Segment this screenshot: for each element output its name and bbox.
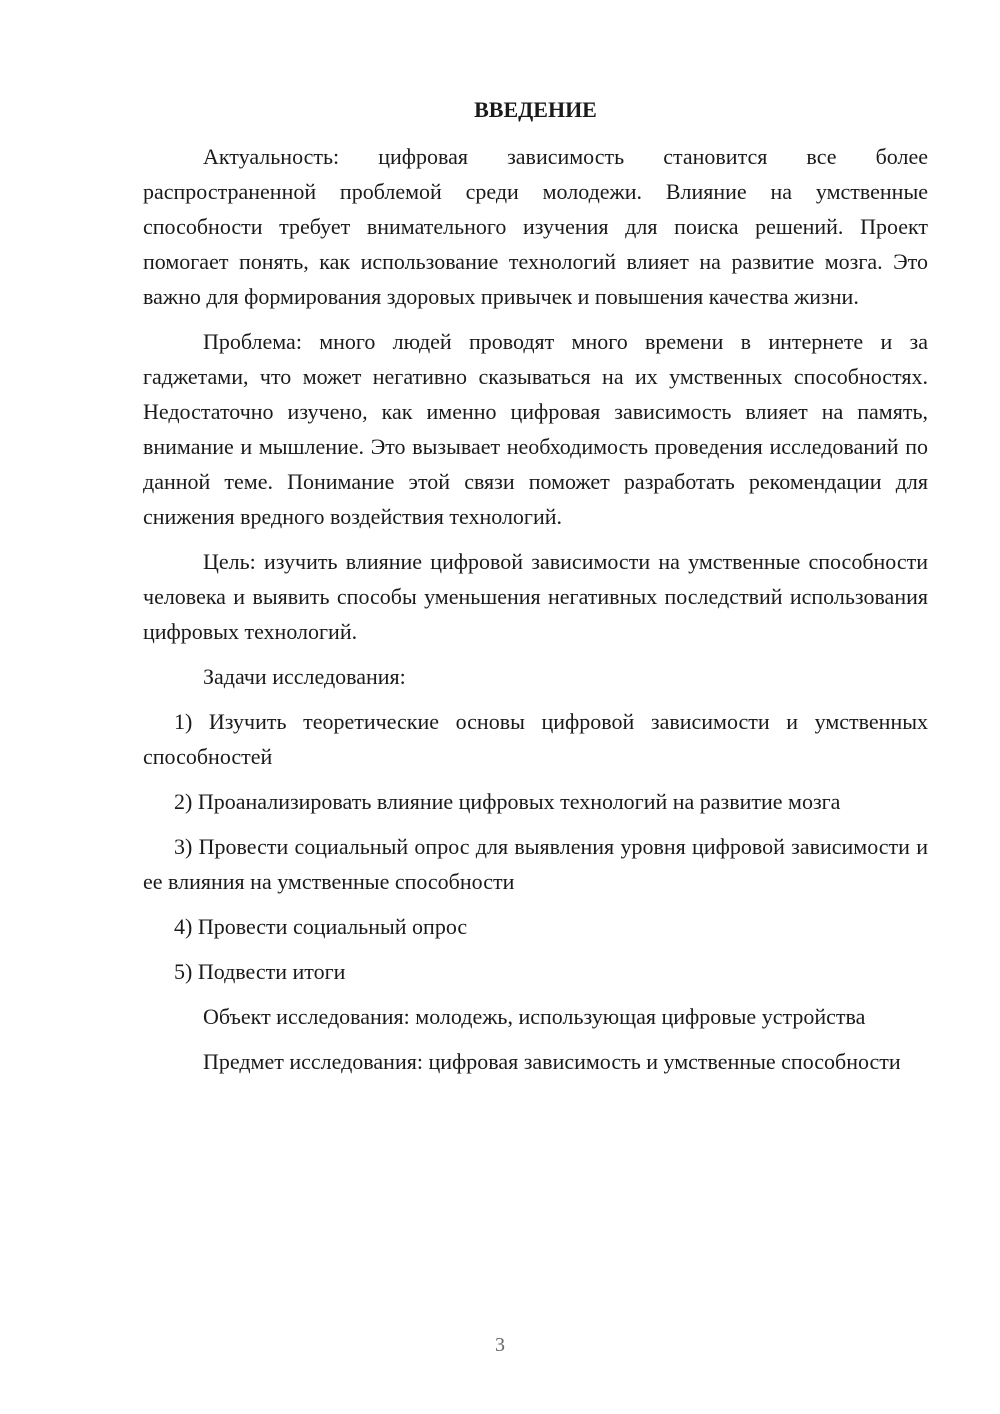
subject-paragraph: Предмет исследования: цифровая зависимость и умственные способности bbox=[203, 1049, 901, 1074]
object-paragraph: Объект исследования: молодежь, использующая цифровые устройства bbox=[203, 1004, 866, 1029]
relevance-paragraph: Актуальность: цифровая зависимость становится все более распространенной проблемой среди молодежи. Влияние на умственные способности требует внимательного изучения для поиска решений. Проект помогает понять, как использование технологий влияет на развитие мозга. Это важно для формирования здоровых привычек и повышения качества жизни. bbox=[143, 144, 928, 309]
task-item-5: 5) Подвести итоги bbox=[174, 959, 346, 984]
tasks-title: Задачи исследования: bbox=[203, 664, 406, 689]
task-item-3: 3) Провести социальный опрос для выявления уровня цифровой зависимости и ее влияния на умственные способности bbox=[143, 834, 928, 894]
goal-paragraph: Цель: изучить влияние цифровой зависимости на умственные способности человека и выявить способы уменьшения негативных последствий использования цифровых технологий. bbox=[143, 549, 928, 644]
task-item-4: 4) Провести социальный опрос bbox=[174, 914, 468, 939]
task-item-2: 2) Проанализировать влияние цифровых технологий на развитие мозга bbox=[174, 789, 841, 814]
problem-paragraph: Проблема: много людей проводят много времени в интернете и за гаджетами, что может негативно сказываться на их умственных способностях. Недостаточно изучено, как именно цифровая зависимость влияет на память, внимание и мышление. Это вызывает необходимость проведения исследований по данной теме. Понимание этой связи поможет разработать рекомендации для снижения вредного воздействия технологий. bbox=[143, 329, 928, 529]
task-item-1: 1) Изучить теоретические основы цифровой зависимости и умственных способностей bbox=[143, 709, 928, 769]
section-heading: ВВЕДЕНИЕ bbox=[474, 97, 597, 122]
page-number: 3 bbox=[495, 1334, 505, 1356]
document-page bbox=[143, 95, 928, 1089]
